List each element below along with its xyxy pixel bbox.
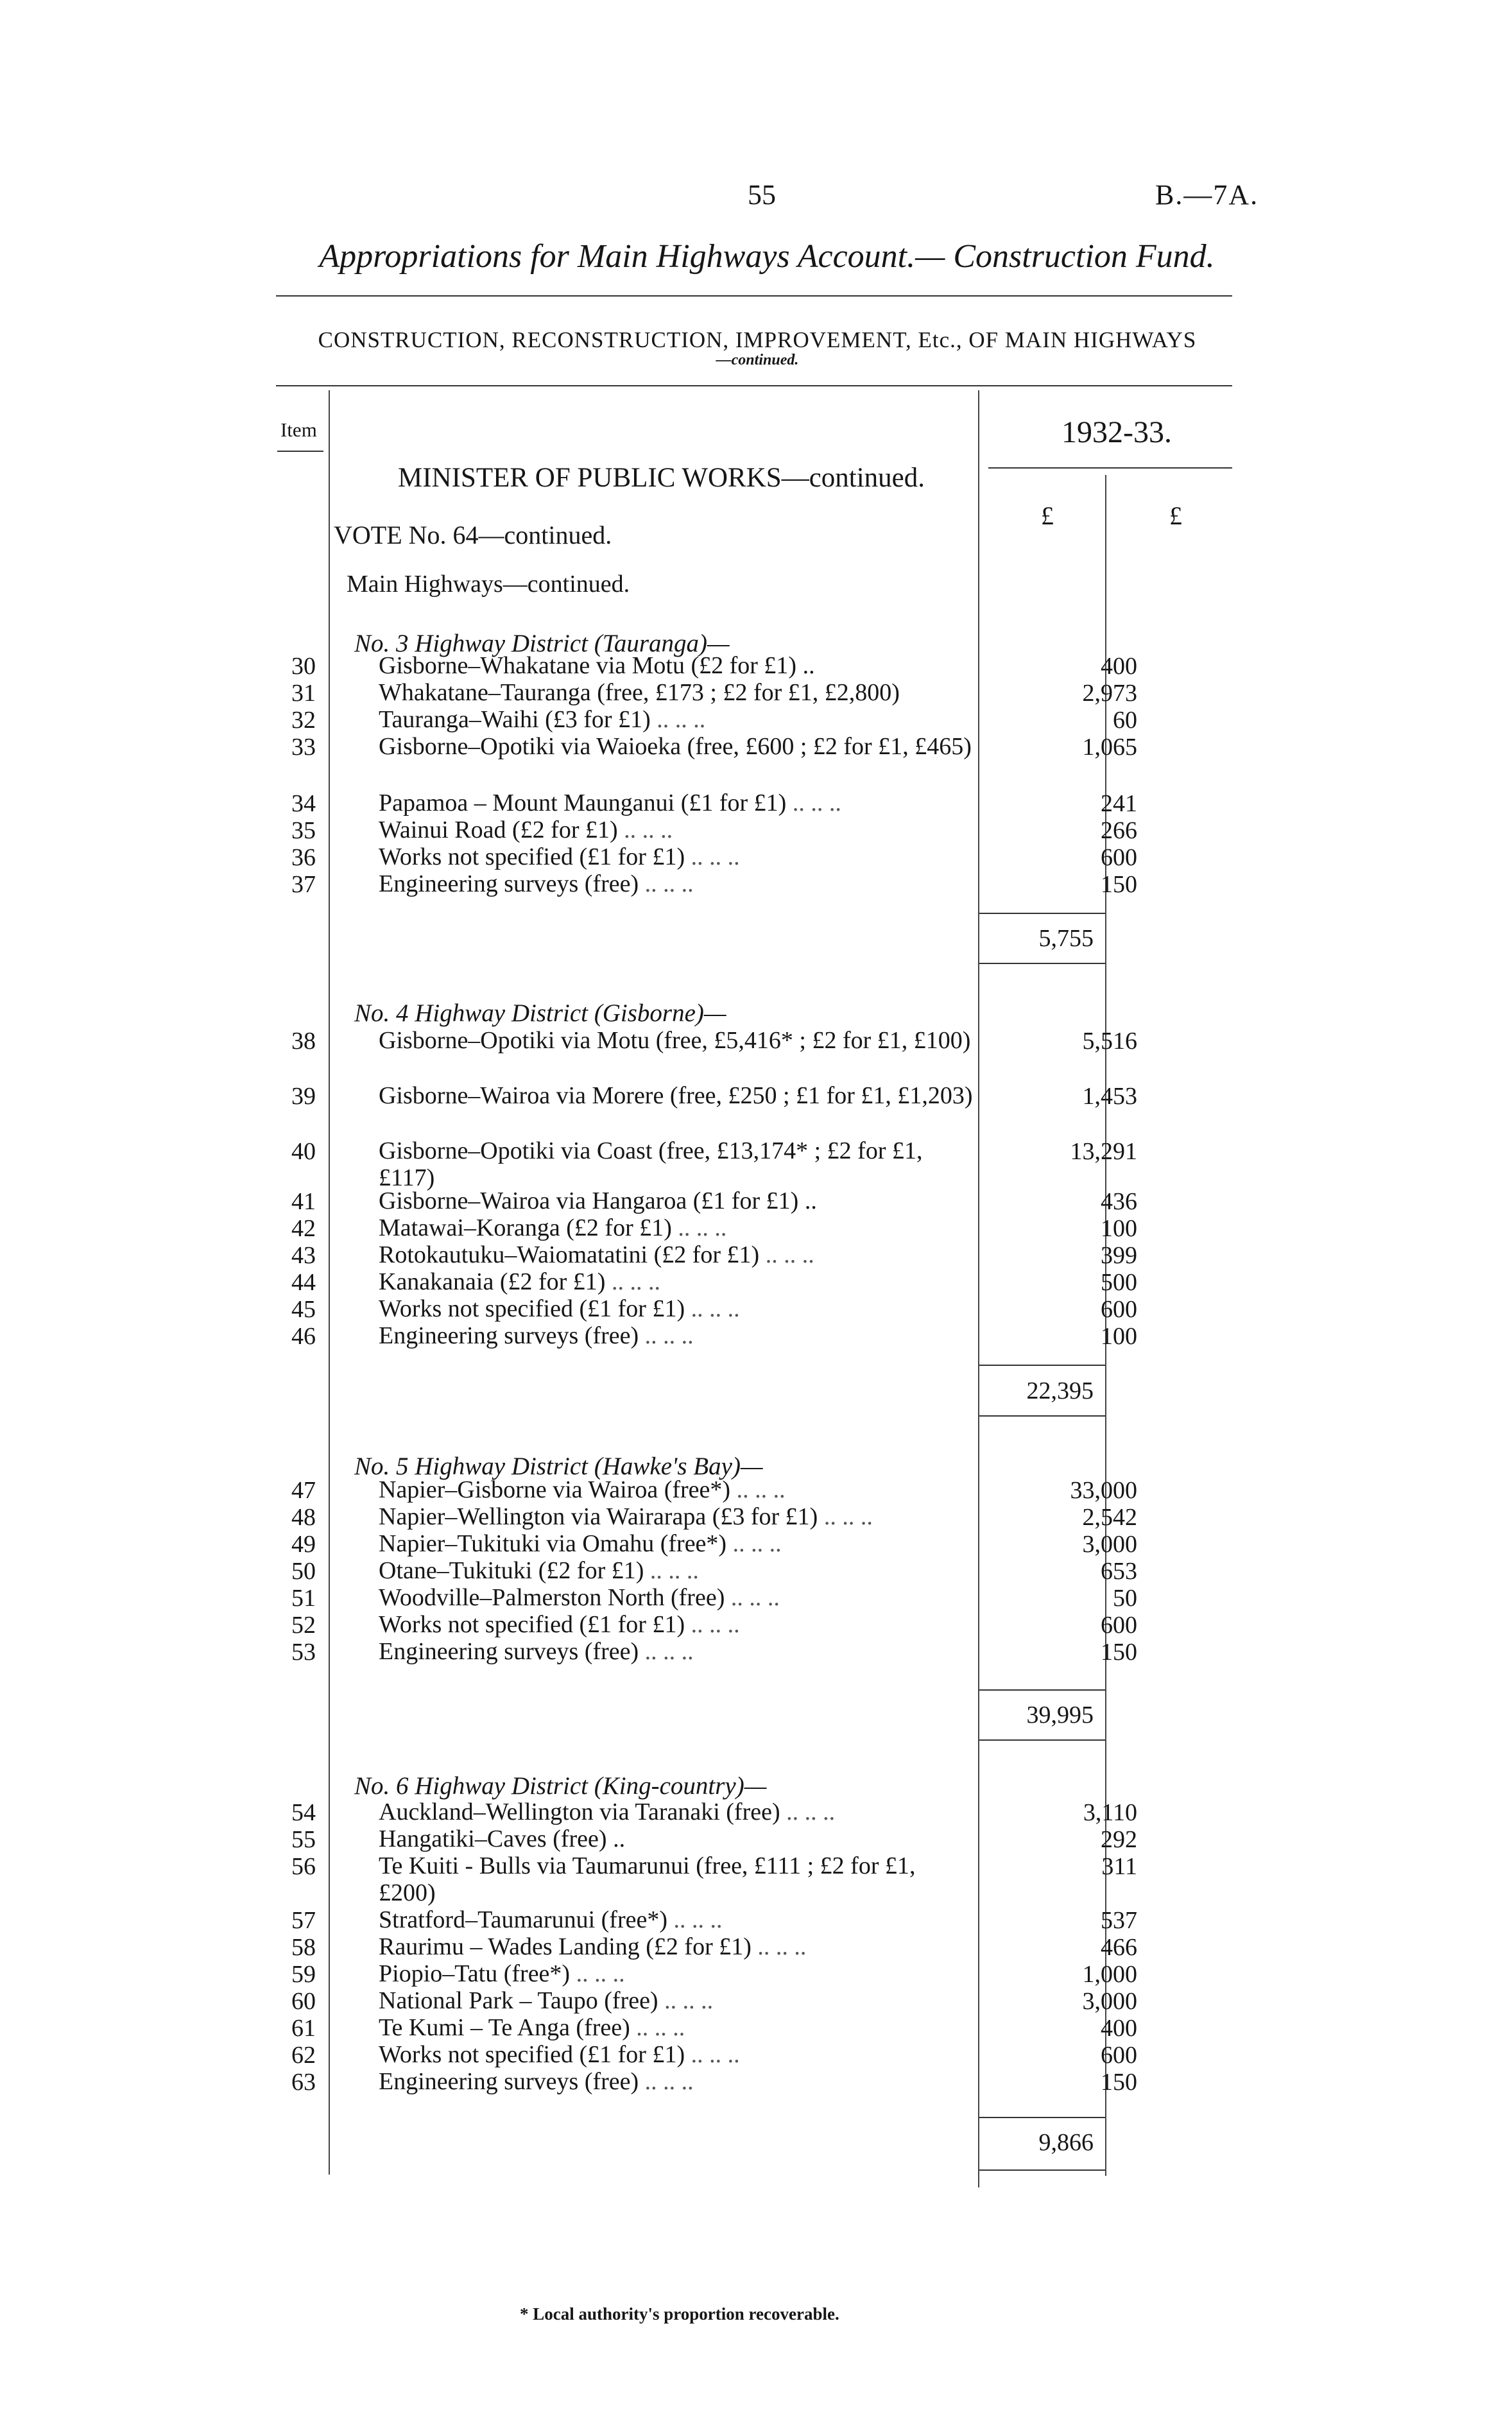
leader-dots: .. .. .. bbox=[818, 1503, 873, 1530]
page-number: 55 bbox=[748, 179, 776, 211]
section-heading: CONSTRUCTION, RECONSTRUCTION, IMPROVEMENT, Etc., OF MAIN HIGHWAYS bbox=[318, 327, 1197, 352]
table-row bbox=[257, 1798, 1137, 1827]
item-number: 44 bbox=[291, 1269, 316, 1296]
item-amount: 311 bbox=[1101, 1853, 1137, 1880]
table-row bbox=[257, 1960, 1137, 1988]
year-column-header: 1932-33. bbox=[1061, 415, 1172, 449]
table-row bbox=[257, 816, 1137, 845]
item-description: Hangatiki–Caves (free) .. bbox=[379, 1825, 626, 1852]
item-number: 32 bbox=[291, 707, 316, 734]
item-amount: 100 bbox=[1101, 1215, 1137, 1242]
leader-dots: .. .. .. bbox=[786, 789, 841, 816]
subtotal-rule bbox=[979, 1415, 1105, 1417]
page-title: Appropriations for Main Highways Account.— Construction Fund. bbox=[319, 238, 1215, 275]
table-row bbox=[257, 1214, 1137, 1243]
leader-dots: .. .. .. bbox=[685, 843, 740, 870]
district-total: 22,395 bbox=[1026, 1377, 1094, 1404]
table-row bbox=[257, 1825, 1137, 1854]
subtotal-rule bbox=[979, 2169, 1105, 2171]
district-total: 9,866 bbox=[1038, 2129, 1094, 2156]
item-amount: 2,973 bbox=[1082, 680, 1137, 707]
district-heading: No. 6 Highway District (King-country)— bbox=[354, 1772, 767, 1800]
leader-dots: .. .. .. bbox=[759, 1241, 814, 1268]
leader-dots: .. .. .. bbox=[671, 1214, 727, 1241]
item-number: 36 bbox=[291, 844, 316, 871]
item-amount: 600 bbox=[1101, 1612, 1137, 1639]
item-amount: 33,000 bbox=[1070, 1477, 1137, 1504]
main-highways-heading: Main Highways—continued. bbox=[347, 571, 630, 598]
item-amount: 653 bbox=[1101, 1558, 1137, 1585]
table-row bbox=[257, 843, 1137, 872]
item-description: Gisborne–Opotiki via Coast (free, £13,174* ; £2 for £1, £117) bbox=[379, 1137, 923, 1191]
item-number: 56 bbox=[291, 1853, 316, 1880]
item-amount: 436 bbox=[1101, 1188, 1137, 1215]
item-number: 45 bbox=[291, 1296, 316, 1323]
item-amount: 600 bbox=[1101, 2042, 1137, 2069]
leader-dots: .. .. .. bbox=[751, 1933, 807, 1960]
item-amount: 60 bbox=[1113, 707, 1137, 734]
leader-dots: .. .. .. bbox=[730, 1476, 786, 1503]
item-amount: 5,516 bbox=[1082, 1028, 1137, 1055]
item-number: 49 bbox=[291, 1531, 316, 1558]
item-description: Raurimu – Wades Landing (£2 for £1) .. .. .. bbox=[379, 1933, 807, 1960]
item-amount: 2,542 bbox=[1082, 1504, 1137, 1531]
item-number: 58 bbox=[291, 1934, 316, 1961]
subtotal-rule bbox=[979, 963, 1105, 964]
district-total: 39,995 bbox=[1026, 1702, 1094, 1729]
item-description: Engineering surveys (free) .. .. .. bbox=[379, 1322, 694, 1349]
leader-dots: .. .. .. bbox=[605, 1268, 660, 1295]
item-number: 38 bbox=[291, 1028, 316, 1055]
item-amount: 537 bbox=[1101, 1907, 1137, 1934]
item-amount: 1,065 bbox=[1082, 734, 1137, 761]
district-heading: No. 5 Highway District (Hawke's Bay)— bbox=[354, 1453, 763, 1480]
item-number: 41 bbox=[291, 1188, 316, 1215]
item-number: 54 bbox=[291, 1799, 316, 1826]
leader-dots: .. .. .. bbox=[650, 706, 706, 733]
item-number: 63 bbox=[291, 2069, 316, 2096]
district-total: 5,755 bbox=[1038, 925, 1094, 952]
currency-left-header: £ bbox=[1041, 501, 1054, 530]
item-description: Whakatane–Tauranga (free, £173 ; £2 for £1, £2,800) bbox=[379, 679, 900, 706]
subtotal-rule bbox=[979, 1689, 1105, 1691]
item-amount: 1,000 bbox=[1082, 1961, 1137, 1988]
leader-dots: .. .. .. bbox=[726, 1530, 782, 1557]
leader-dots: .. .. .. bbox=[685, 2041, 740, 2068]
item-number: 43 bbox=[291, 1242, 316, 1269]
item-description: Gisborne–Opotiki via Waioeka (free, £600 ; £2 for £1, £465) bbox=[379, 733, 972, 760]
table-top-rule bbox=[276, 385, 1232, 386]
table-row bbox=[257, 1987, 1137, 2015]
item-number: 47 bbox=[291, 1477, 316, 1504]
item-number: 51 bbox=[291, 1585, 316, 1612]
item-header-rule bbox=[277, 451, 323, 452]
item-amount: 150 bbox=[1101, 871, 1137, 898]
item-number: 46 bbox=[291, 1323, 316, 1350]
subtotal-rule bbox=[979, 2117, 1105, 2118]
item-column-header: Item bbox=[280, 418, 317, 441]
table-row bbox=[257, 679, 1137, 707]
item-amount: 13,291 bbox=[1070, 1138, 1137, 1165]
footnote: * Local authority's proportion recoverable. bbox=[520, 2304, 839, 2324]
item-number: 50 bbox=[291, 1558, 316, 1585]
subtotal-rule bbox=[979, 913, 1105, 914]
item-amount: 1,453 bbox=[1082, 1083, 1137, 1110]
item-number: 37 bbox=[291, 871, 316, 898]
item-amount: 400 bbox=[1101, 653, 1137, 680]
item-description: Works not specified (£1 for £1) .. .. .. bbox=[379, 1295, 740, 1322]
leader-dots: .. .. .. bbox=[639, 870, 694, 897]
item-description: Napier–Wellington via Wairarapa (£3 for £1) .. .. .. bbox=[379, 1503, 873, 1530]
table-row bbox=[257, 1503, 1137, 1531]
table-row bbox=[257, 1611, 1137, 1639]
item-description: Engineering surveys (free) .. .. .. bbox=[379, 2068, 694, 2095]
item-description: Engineering surveys (free) .. .. .. bbox=[379, 870, 694, 897]
item-description: Rotokautuku–Waiomatatini (£2 for £1) .. .. .. bbox=[379, 1241, 814, 1268]
table-row bbox=[257, 1557, 1137, 1585]
item-number: 60 bbox=[291, 1988, 316, 2015]
table-row bbox=[257, 733, 1137, 761]
leader-dots: .. .. .. bbox=[644, 1557, 699, 1584]
table-row bbox=[257, 1295, 1137, 1324]
leader-dots: .. .. .. bbox=[617, 816, 673, 843]
item-number: 59 bbox=[291, 1961, 316, 1988]
item-amount: 399 bbox=[1101, 1242, 1137, 1269]
item-amount: 150 bbox=[1101, 2069, 1137, 2096]
table-row bbox=[257, 1082, 1137, 1110]
table-row bbox=[257, 1187, 1137, 1216]
leader-dots: .. .. .. bbox=[685, 1611, 740, 1638]
item-number: 57 bbox=[291, 1907, 316, 1934]
leader-dots: .. .. .. bbox=[667, 1906, 723, 1933]
table-row bbox=[257, 652, 1137, 680]
table-row bbox=[257, 870, 1137, 899]
table-row bbox=[257, 1322, 1137, 1350]
item-number: 30 bbox=[291, 653, 316, 680]
table-row bbox=[257, 2041, 1137, 2069]
leader-dots: .. .. .. bbox=[639, 1322, 694, 1349]
item-amount: 100 bbox=[1101, 1323, 1137, 1350]
item-number: 48 bbox=[291, 1504, 316, 1531]
item-description: National Park – Taupo (free) .. .. .. bbox=[379, 1987, 714, 2014]
item-amount: 3,000 bbox=[1082, 1988, 1137, 2015]
table-row bbox=[257, 1906, 1137, 1935]
item-amount: 400 bbox=[1101, 2015, 1137, 2042]
item-amount: 292 bbox=[1101, 1826, 1137, 1853]
item-amount: 600 bbox=[1101, 844, 1137, 871]
item-description: Otane–Tukituki (£2 for £1) .. .. .. bbox=[379, 1557, 699, 1584]
table-row bbox=[257, 2014, 1137, 2042]
district-heading: No. 3 Highway District (Tauranga)— bbox=[354, 630, 730, 657]
leader-dots: .. .. .. bbox=[780, 1798, 836, 1825]
item-amount: 241 bbox=[1101, 790, 1137, 817]
subtotal-rule bbox=[979, 1739, 1105, 1741]
currency-right-header: £ bbox=[1169, 501, 1182, 530]
item-number: 40 bbox=[291, 1138, 316, 1165]
leader-dots: .. .. .. bbox=[685, 1295, 740, 1322]
table-row bbox=[257, 1584, 1137, 1612]
item-number: 53 bbox=[291, 1639, 316, 1666]
year-header-rule bbox=[988, 467, 1232, 469]
item-description: Te Kuiti - Bulls via Taumarunui (free, £111 ; £2 for £1, £200) bbox=[379, 1852, 916, 1906]
leader-dots: .. .. .. bbox=[639, 1638, 694, 1665]
item-number: 62 bbox=[291, 2042, 316, 2069]
item-description: Matawai–Koranga (£2 for £1) .. .. .. bbox=[379, 1214, 727, 1241]
item-description: Piopio–Tatu (free*) .. .. .. bbox=[379, 1960, 625, 1987]
item-description: Gisborne–Opotiki via Motu (free, £5,416* ; £2 for £1, £100) bbox=[379, 1027, 971, 1054]
item-number: 31 bbox=[291, 680, 316, 707]
table-row bbox=[257, 1137, 1137, 1191]
item-description: Gisborne–Wairoa via Hangaroa (£1 for £1) .. bbox=[379, 1187, 817, 1214]
item-description: Tauranga–Waihi (£3 for £1) .. .. .. bbox=[379, 706, 706, 733]
item-description: Papamoa – Mount Maunganui (£1 for £1) .. .. .. bbox=[379, 789, 841, 816]
item-description: Gisborne–Whakatane via Motu (£2 for £1) .. bbox=[379, 652, 815, 679]
table-row bbox=[257, 789, 1137, 818]
leader-dots: .. .. .. bbox=[639, 2068, 694, 2095]
document-reference: B.—7A. bbox=[1155, 179, 1259, 211]
item-description: Wainui Road (£2 for £1) .. .. .. bbox=[379, 816, 673, 843]
table-row bbox=[257, 1268, 1137, 1297]
table-row bbox=[257, 1530, 1137, 1558]
table-row bbox=[257, 1241, 1137, 1270]
item-amount: 3,000 bbox=[1082, 1531, 1137, 1558]
item-number: 52 bbox=[291, 1612, 316, 1639]
item-number: 34 bbox=[291, 790, 316, 817]
item-number: 35 bbox=[291, 817, 316, 844]
table-row bbox=[257, 1027, 1137, 1055]
item-amount: 266 bbox=[1101, 817, 1137, 844]
item-description: Stratford–Taumarunui (free*) .. .. .. bbox=[379, 1906, 723, 1933]
item-amount: 500 bbox=[1101, 1269, 1137, 1296]
title-rule bbox=[276, 295, 1232, 297]
item-description: Gisborne–Wairoa via Morere (free, £250 ; £1 for £1, £1,203) bbox=[379, 1082, 973, 1109]
subtotal-rule bbox=[979, 1365, 1105, 1366]
item-number: 61 bbox=[291, 2015, 316, 2042]
table-row bbox=[257, 1638, 1137, 1666]
item-number: 33 bbox=[291, 734, 316, 761]
item-description: Auckland–Wellington via Taranaki (free) .. .. .. bbox=[379, 1798, 836, 1825]
section-subheading: —continued. bbox=[716, 352, 799, 368]
leader-dots: .. .. .. bbox=[570, 1960, 625, 1987]
item-description: Works not specified (£1 for £1) .. .. .. bbox=[379, 843, 740, 870]
item-description: Napier–Gisborne via Wairoa (free*) .. .. .. bbox=[379, 1476, 786, 1503]
table-row bbox=[257, 1476, 1137, 1505]
item-description: Te Kumi – Te Anga (free) .. .. .. bbox=[379, 2014, 685, 2041]
leader-dots: .. .. .. bbox=[658, 1987, 714, 2014]
table-row bbox=[257, 1852, 1137, 1906]
item-number: 39 bbox=[291, 1083, 316, 1110]
item-amount: 3,110 bbox=[1083, 1799, 1137, 1826]
vote-heading: VOTE No. 64—continued. bbox=[334, 521, 612, 549]
item-number: 42 bbox=[291, 1215, 316, 1242]
table-row bbox=[257, 2068, 1137, 2096]
item-description: Works not specified (£1 for £1) .. .. .. bbox=[379, 2041, 740, 2068]
leader-dots: .. .. .. bbox=[725, 1584, 780, 1611]
item-amount: 50 bbox=[1113, 1585, 1137, 1612]
item-description: Napier–Tukituki via Omahu (free*) .. .. .. bbox=[379, 1530, 782, 1557]
district-heading: No. 4 Highway District (Gisborne)— bbox=[354, 999, 726, 1027]
leader-dots: .. .. .. bbox=[630, 2014, 685, 2041]
item-description: Works not specified (£1 for £1) .. .. .. bbox=[379, 1611, 740, 1638]
item-number: 55 bbox=[291, 1826, 316, 1853]
table-row bbox=[257, 1933, 1137, 1962]
item-amount: 150 bbox=[1101, 1639, 1137, 1666]
item-description: Engineering surveys (free) .. .. .. bbox=[379, 1638, 694, 1665]
minister-heading: MINISTER OF PUBLIC WORKS—continued. bbox=[398, 463, 925, 493]
item-amount: 466 bbox=[1101, 1934, 1137, 1961]
table-row bbox=[257, 706, 1137, 734]
item-amount: 600 bbox=[1101, 1296, 1137, 1323]
item-description: Woodville–Palmerston North (free) .. .. .. bbox=[379, 1584, 780, 1611]
item-description: Kanakanaia (£2 for £1) .. .. .. bbox=[379, 1268, 660, 1295]
